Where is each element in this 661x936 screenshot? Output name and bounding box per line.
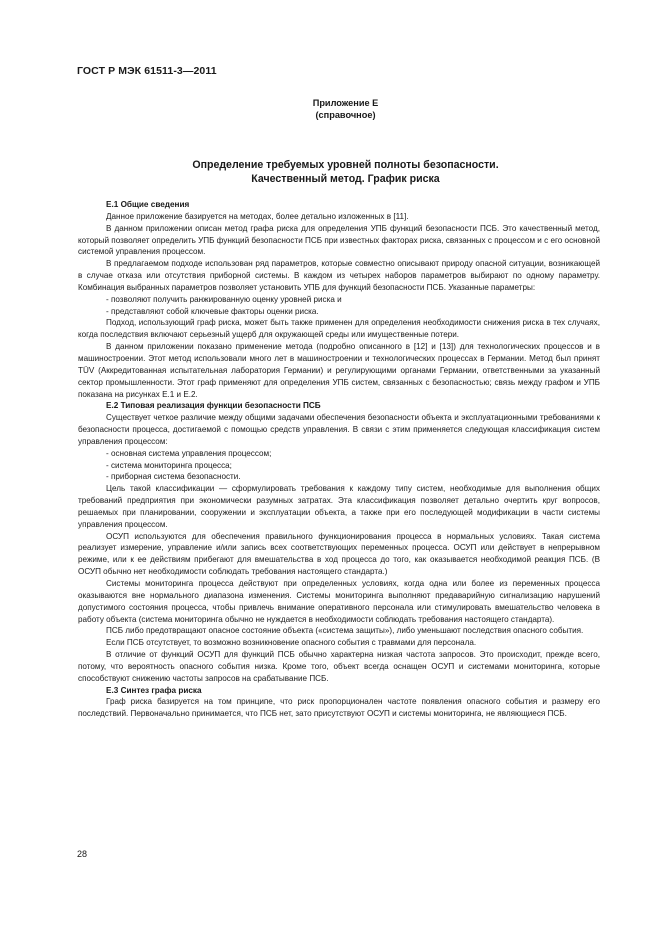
appendix-label [0, 97, 661, 121]
paragraph: В отличие от функций ОСУП для функций ПСБ обычно характерна низкая частота запросов. Это происходит, прежде всего, потому, что вероятность опасного события низка. Кроме того, объект всегда оснащен ОСУП и системами мониторинга, которые способствуют снижению частоты запросов на срабатывание ПСБ. [78, 650, 600, 683]
paragraph: В данном приложении описан метод графа риска для определения УПБ функций безопасности ПСБ. Это качественный метод, который позволяет определить УПБ функций безопасности ПСБ при известных факторах риска, связанных с процессом и с его основной системой управления процессом. [78, 223, 600, 257]
paragraph: Подход, использующий граф риска, может быть также применен для определения необходимости снижения риска в тех случаях, когда последствия включают серьезный ущерб для окружающей среды или имущественные потери. [78, 318, 600, 340]
appendix-note: (справочное) [315, 110, 376, 120]
paragraph: Существует четкое различие между общими задачами обеспечения безопасности объекта и эксплуатационными требованиями к безопасности процесса, достигаемой с помощью средств управления. В связи с этим применяется следующая классификация систем управления процессом: [78, 413, 600, 446]
list-item: - представляют собой ключевые факторы оценки риска. [106, 306, 319, 316]
list-item: - позволяют получить ранжированную оценку уровней риска и [106, 294, 342, 304]
document-header: ГОСТ Р МЭК 61511-3—2011 [77, 65, 217, 77]
section-heading-e1: Е.1 Общие сведения [106, 200, 190, 209]
appendix-title: Приложение Е [312, 98, 379, 108]
paragraph: ПСБ либо предотвращают опасное состояние объекта («система защиты»), либо уменьшают последствия опасного события. [106, 626, 584, 636]
list-item: - приборная система безопасности. [106, 472, 241, 482]
appendix-heading-line2: Качественный метод. График риска [251, 173, 440, 185]
paragraph: В предлагаемом подходе использован ряд параметров, которые совместно описывают природу опасной ситуации, возникающей в случае отказа или отсутствия приборной системы. В каждом из четырех наборов параметров выбирают по одному параметру. Комбинация выбранных параметров позволяет установить УПБ для функций безопасности ПСБ. Указанные параметры: [78, 259, 600, 292]
list-item: - система мониторинга процесса; [106, 460, 232, 470]
appendix-heading [0, 158, 661, 186]
paragraph: Данное приложение базируется на методах, более детально изложенных в [11]. [106, 211, 409, 221]
paragraph: Если ПСБ отсутствует, то возможно возникновение опасного события с травмами для персонала. [106, 638, 477, 648]
paragraph: Цель такой классификации — сформулировать требования к каждому типу систем, необходимые для выполнения общих требований предприятия при экономически разумных затратах. Эта классификация позволяет детально очертить круг вопросов, решаемых при планировании, сооружении и эксплуатации объекта, а также при его последующей модификации в части системы управления процессом. [78, 484, 600, 529]
paragraph: В данном приложении показано применение метода (подробно описанного в [12] и [13]) для технологических процессов и в машиностроении. Этот метод использовали много лет в машиностроении и технологических процессах в Германии. Метод был принят TÜV (Аккредитованная испытательная лаборатория Германии) и регулирующими органами Германии, ответственными за указанный сектор промышленности. Этот граф применяют для определения УПБ систем, связанных с безопасностью; связь между графом и УПБ показана на рисунках Е.1 и Е.2. [78, 342, 600, 399]
section-heading-e2: Е.2 Типовая реализация функции безопасности ПСБ [106, 401, 321, 411]
paragraph: Граф риска базируется на том принципе, что риск пропорционален частоте появления опасного события и размеру его последствий. Первоначально принимается, что ПСБ нет, зато присутствуют ОСУП и системы мониторинга, не являющиеся ПСБ. [78, 697, 600, 719]
list-item: - основная система управления процессом; [106, 448, 272, 458]
section-heading-e3: Е.3 Синтез графа риска [106, 685, 202, 695]
page-number: 28 [77, 849, 88, 859]
document-body [78, 199, 600, 720]
paragraph: ОСУП используются для обеспечения правильного функционирования процесса в нормальных условиях. Такая система реализует измерение, управление и/или запись всех соответствующих переменных процесса. ОСУП или действует в непрерывном режиме, или к ее действиям прибегают для вмешательства в ход процесса до того, как оказывается необходимой реакция ПСБ. (В ОСУП обычно нет необходимости соблюдать требования настоящего стандарта.) [78, 531, 600, 577]
paragraph: Системы мониторинга процесса действуют при определенных условиях, когда одна или более из переменных процесса оказываются вне нормального диапазона изменения. Системы мониторинга выполняют предаварийную сигнализацию нарушений допустимого состояния процесса, чтобы привлечь внимание оперативного персонала или стимулировать вмешательство человека в работу объекта (система мониторинга обычно не нуждается в необходимости соблюдать требования настоящего стандарта). [78, 579, 600, 624]
appendix-heading-line1: Определение требуемых уровней полноты безопасности. [192, 159, 499, 171]
